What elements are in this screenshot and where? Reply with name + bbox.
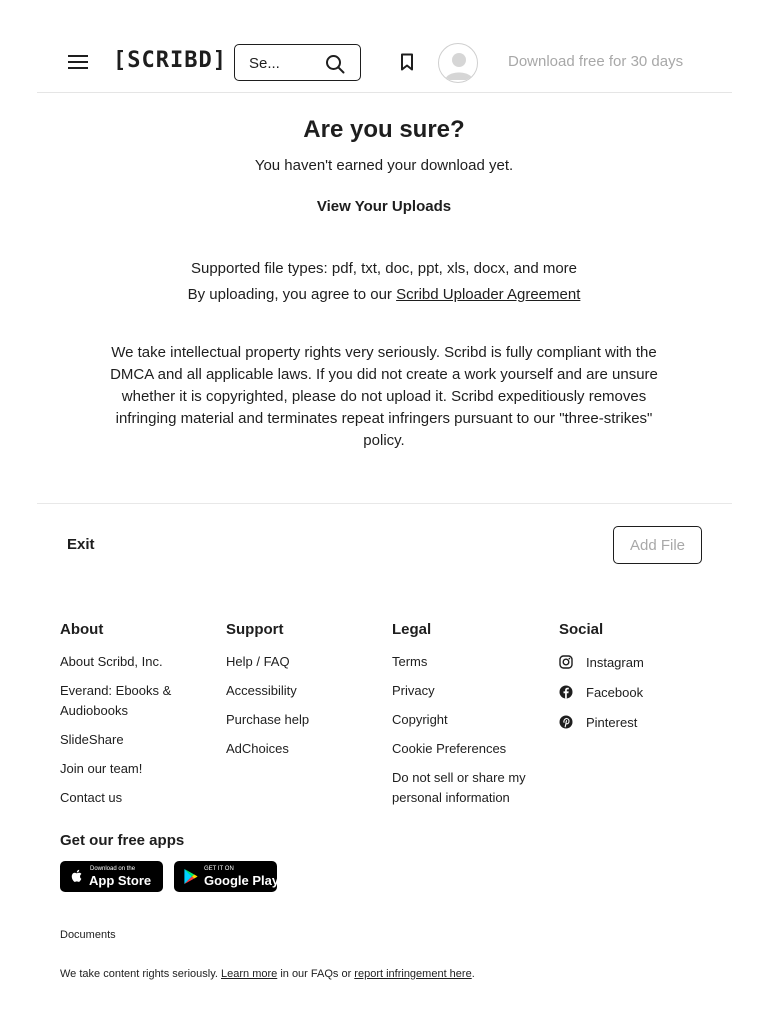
uploader-agreement-text — [0, 286, 768, 303]
footer-link[interactable]: Privacy — [392, 683, 435, 698]
footer-link[interactable]: Purchase help — [226, 712, 310, 727]
menu-icon[interactable] — [68, 53, 90, 71]
apps-title: Get our free apps — [60, 832, 185, 849]
footer-heading-support: Support — [226, 621, 284, 638]
footer-link[interactable]: Everand: Ebooks & Audiobooks — [60, 683, 172, 718]
user-icon — [439, 44, 478, 83]
site-header — [37, 0, 732, 93]
footer-link[interactable]: Copyright — [392, 712, 448, 727]
search-input[interactable] — [249, 53, 309, 73]
app-store-big-text: App Store — [89, 873, 152, 888]
search-box[interactable] — [234, 44, 361, 81]
pinterest-icon — [559, 715, 573, 729]
page-title: Are you sure? — [303, 116, 465, 143]
google-play-icon — [183, 868, 198, 885]
view-uploads-label[interactable]: View Your Uploads — [316, 198, 452, 215]
bookmark-icon[interactable] — [399, 53, 415, 71]
copyright-notice: We take intellectual property rights very seriously. Scribd is fully compliant with the DMCA and all applicable laws. If you did not create a work yourself and are unsure whether it is copyrighted, please do not upload it. Scribd expeditiously removes infringing material and terminates repeat infringers pursuant to our "three-strikes" policy. — [110, 344, 658, 449]
learn-more-link[interactable]: Learn more — [221, 968, 278, 980]
footer-link[interactable]: SlideShare — [60, 732, 124, 747]
documents-label[interactable]: Documents — [60, 929, 116, 941]
view-uploads-link[interactable] — [0, 198, 768, 215]
page-subtitle: You haven't earned your download yet. — [254, 157, 514, 174]
content-rights-text — [60, 968, 475, 980]
apple-icon — [70, 868, 84, 884]
add-file-button[interactable]: Add File — [613, 526, 702, 564]
footer-link[interactable]: Cookie Preferences — [392, 741, 507, 756]
footer-legal — [392, 621, 542, 817]
rights-prefix: We take content rights seriously. — [60, 968, 221, 980]
divider — [37, 503, 732, 504]
avatar[interactable] — [438, 43, 478, 83]
footer-support — [226, 621, 376, 768]
scribd-logo[interactable]: [SCRIBD] — [113, 48, 227, 73]
google-play-big-text: Google Play — [204, 873, 280, 888]
footer-link[interactable]: About Scribd, Inc. — [60, 654, 163, 669]
rights-suffix: . — [471, 968, 475, 980]
agree-prefix: By uploading, you agree to our — [187, 286, 397, 303]
footer-link[interactable]: Help / FAQ — [226, 654, 290, 669]
google-play-small-text: GET IT ON — [204, 866, 234, 872]
facebook-label[interactable]: Facebook — [586, 684, 644, 700]
app-store-small-text: Download on the — [90, 866, 136, 872]
exit-button[interactable]: Exit — [67, 536, 95, 553]
download-free-trial-link[interactable]: Download free for 30 days — [508, 53, 684, 70]
google-play-badge[interactable] — [174, 861, 280, 892]
supported-file-types: Supported file types: pdf, txt, doc, ppt, xls, docx, and more — [190, 260, 578, 277]
footer-link[interactable]: Contact us — [60, 790, 123, 805]
footer-link[interactable]: Accessibility — [226, 683, 297, 698]
pinterest-label[interactable]: Pinterest — [586, 714, 638, 730]
instagram-icon — [559, 655, 573, 669]
instagram-label[interactable]: Instagram — [586, 654, 644, 670]
rights-middle: in our FAQs or — [277, 968, 355, 980]
footer-link[interactable]: Terms — [392, 654, 428, 669]
search-icon[interactable] — [324, 53, 346, 75]
facebook-icon — [559, 685, 573, 699]
pinterest-link[interactable] — [559, 712, 709, 732]
footer-heading-social: Social — [559, 621, 604, 638]
facebook-link[interactable] — [559, 682, 709, 702]
footer-social — [559, 621, 709, 742]
footer-heading-legal: Legal — [392, 621, 432, 638]
footer-link[interactable]: Do not sell or share my personal information — [392, 770, 526, 805]
footer-link[interactable]: Join our team! — [60, 761, 143, 776]
footer-heading-about: About — [60, 621, 104, 638]
footer-link[interactable]: AdChoices — [226, 741, 289, 756]
app-store-badge[interactable] — [60, 861, 163, 892]
uploader-agreement-link[interactable]: Scribd Uploader Agreement — [396, 286, 581, 303]
instagram-link[interactable] — [559, 652, 709, 672]
report-infringement-link[interactable]: report infringement here — [354, 968, 472, 980]
footer-about — [60, 621, 210, 817]
